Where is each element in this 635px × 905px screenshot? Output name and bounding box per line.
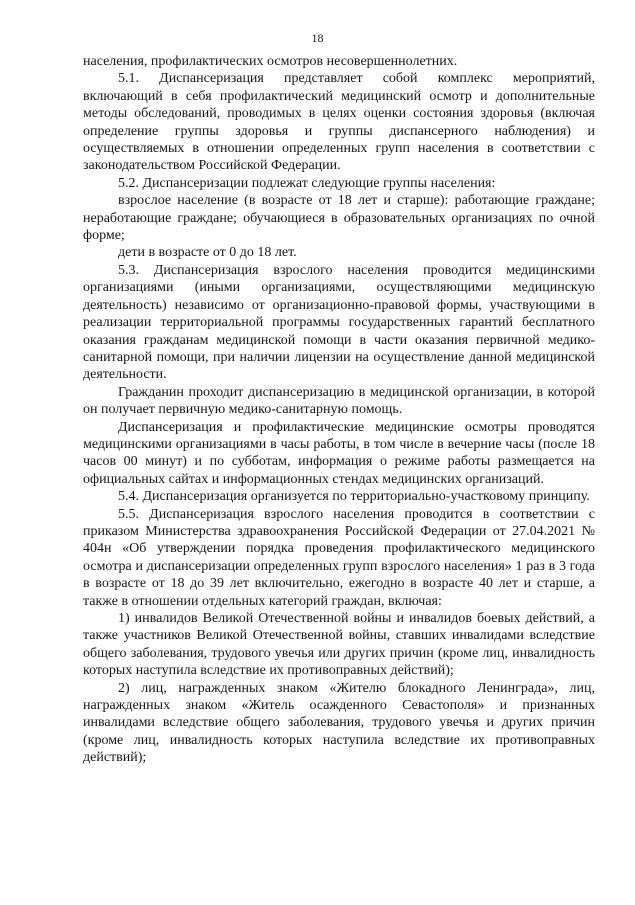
document-body [83, 53, 595, 767]
paragraph-continuation: населения, профилактических осмотров несовершеннолетних. [83, 54, 458, 69]
paragraph-5-5: 5.5. Диспансеризация взрослого населения проводится в соответствии с приказом Министерства здравоохранения Российской Федерации от 27.04.2021 № 404н «Об утверждении порядка проведения профилактического медицинского осмотра и диспансеризации определенных групп взрослого населения» 1 раз в 3 года в возрасте от 18 до 39 лет включительно, ежегодно в возрасте 40 лет и старше, а также в отношении отдельных категорий граждан, включая: [83, 506, 595, 609]
paragraph-5-1: 5.1. Диспансеризация представляет собой комплекс мероприятий, включающий в себя профилактический медицинский осмотр и дополнительные методы обследований, проводимых в целях оценки состояния здоровья (включая определение группы здоровья и группы диспансерного наблюдения) и осуществляемых в отношении определенных групп населения в соответствии с законодательством Российской Федерации. [83, 71, 595, 174]
paragraph-5-2: 5.2. Диспансеризации подлежат следующие группы населения: [118, 175, 496, 191]
paragraph-5-4: 5.4. Диспансеризация организуется по территориально-участковому принципу. [118, 489, 590, 505]
paragraph-working-hours: Диспансеризация и профилактические медицинские осмотры проводятся медицинскими организациями в часы работы, в том числе в вечерние часы (после 18 часов 00 минут) и по субботам, информация о режиме работы размещается на официальных сайтах и информационных стендах медицинских организаций. [83, 419, 595, 487]
paragraph-adult-population: взрослое население (в возрасте от 18 лет и старше): работающие граждане; неработающие граждане; обучающиеся в образовательных организациях по очной форме; [83, 193, 595, 244]
paragraph-children: дети в возрасте от 0 до 18 лет. [118, 245, 297, 261]
list-item-2: 2) лиц, награжденных знаком «Жителю блокадного Ленинграда», лиц, награжденных знаком «Житель осажденного Севастополя» и признанных инвалидами вследствие общего заболевания, трудового увечья и других причин (кроме лиц, инвалидность которых наступила вследствие их противоправных действий); [83, 680, 595, 766]
list-item-1: 1) инвалидов Великой Отечественной войны и инвалидов боевых действий, а также участников Великой Отечественной войны, ставших инвалидами вследствие общего заболевания, трудового увечья или других причин (кроме лиц, инвалидность которых наступила вследствие их противоправных действий); [83, 611, 595, 679]
paragraph-5-3: 5.3. Диспансеризация взрослого населения проводится медицинскими организациями (иными организациями, осуществляющими медицинскую деятельность) независимо от организационно-правовой формы, участвующими в реализации территориальной программы государственных гарантий бесплатного оказания гражданам медицинской помощи в части оказания первичной медико-санитарной помощи, при наличии лицензии на осуществление данной медицинской деятельности. [83, 262, 595, 383]
page-number: 18 [311, 31, 324, 45]
paragraph-citizen-passes: Гражданин проходит диспансеризацию в медицинской организации, в которой он получает первичную медико-санитарную помощь. [83, 384, 595, 418]
